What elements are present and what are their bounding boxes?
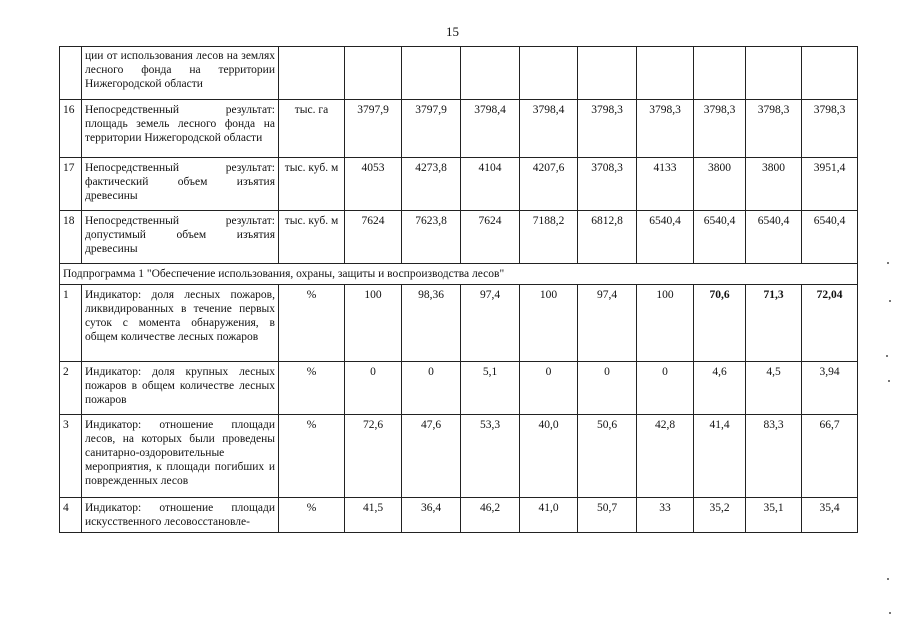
row-description: Индикатор: отношение площади лесов, на которых были проведены санитарно-оздоровительные мероприятия, к площади погибших и поврежденных лесов (82, 415, 279, 498)
value-cell: 97,4 (578, 285, 637, 362)
value-cell: 97,4 (461, 285, 520, 362)
value-cell: 0 (402, 362, 461, 415)
value-cell: 4207,6 (520, 158, 578, 211)
value-cell: 35,2 (694, 498, 746, 533)
table-row (60, 211, 858, 264)
row-unit: % (279, 415, 345, 498)
table-row (60, 415, 858, 498)
value-cell (402, 47, 461, 100)
value-cell: 46,2 (461, 498, 520, 533)
value-cell: 42,8 (637, 415, 694, 498)
value-cell: 72,04 (802, 285, 858, 362)
row-unit: % (279, 498, 345, 533)
value-cell: 3797,9 (345, 100, 402, 158)
row-number: 18 (60, 211, 82, 264)
value-cell: 83,3 (746, 415, 802, 498)
value-cell (345, 47, 402, 100)
value-cell (578, 47, 637, 100)
value-cell: 4104 (461, 158, 520, 211)
value-cell: 3798,4 (520, 100, 578, 158)
table-row (60, 100, 858, 158)
value-cell: 33 (637, 498, 694, 533)
table-row (60, 158, 858, 211)
value-cell: 6540,4 (637, 211, 694, 264)
value-cell (637, 47, 694, 100)
value-cell: 72,6 (345, 415, 402, 498)
value-cell: 66,7 (802, 415, 858, 498)
value-cell: 3800 (694, 158, 746, 211)
value-cell: 47,6 (402, 415, 461, 498)
value-cell: 100 (345, 285, 402, 362)
value-cell: 3800 (746, 158, 802, 211)
value-cell: 7188,2 (520, 211, 578, 264)
row-description: Непосредственный результат: площадь земель лесного фонда на территории Нижегородской области (82, 100, 279, 158)
value-cell: 6540,4 (802, 211, 858, 264)
value-cell: 41,0 (520, 498, 578, 533)
value-cell: 3708,3 (578, 158, 637, 211)
value-cell: 6540,4 (694, 211, 746, 264)
value-cell: 100 (637, 285, 694, 362)
value-cell: 100 (520, 285, 578, 362)
value-cell: 4273,8 (402, 158, 461, 211)
value-cell (461, 47, 520, 100)
page-number: 15 (446, 24, 459, 39)
value-cell: 7623,8 (402, 211, 461, 264)
value-cell: 3,94 (802, 362, 858, 415)
row-number: 16 (60, 100, 82, 158)
value-cell: 41,4 (694, 415, 746, 498)
scan-speck (888, 380, 890, 382)
value-cell: 3798,3 (746, 100, 802, 158)
value-cell: 35,1 (746, 498, 802, 533)
value-cell: 3798,4 (461, 100, 520, 158)
row-number: 4 (60, 498, 82, 533)
value-cell: 4133 (637, 158, 694, 211)
value-cell: 40,0 (520, 415, 578, 498)
value-cell: 0 (520, 362, 578, 415)
row-description: Непосредственный результат: фактический объем изъятия древесины (82, 158, 279, 211)
scan-speck (887, 262, 889, 264)
scan-speck (889, 300, 891, 302)
value-cell: 4053 (345, 158, 402, 211)
subprogram-heading: Подпрограмма 1 "Обеспечение использования, охраны, защиты и воспроизводства лесов" (60, 264, 858, 285)
row-unit: % (279, 362, 345, 415)
row-description: Индикатор: отношение площади искусственного лесовосстановле- (82, 498, 279, 533)
value-cell (694, 47, 746, 100)
value-cell: 6812,8 (578, 211, 637, 264)
value-cell: 36,4 (402, 498, 461, 533)
value-cell: 0 (637, 362, 694, 415)
table-row (60, 285, 858, 362)
value-cell: 71,3 (746, 285, 802, 362)
value-cell: 4,6 (694, 362, 746, 415)
table-row (60, 362, 858, 415)
value-cell (520, 47, 578, 100)
value-cell: 0 (345, 362, 402, 415)
value-cell: 50,6 (578, 415, 637, 498)
table-row (60, 47, 858, 100)
row-number: 3 (60, 415, 82, 498)
row-number: 1 (60, 285, 82, 362)
subprogram-row (60, 264, 858, 285)
table-row (60, 498, 858, 533)
scan-speck (886, 355, 888, 357)
row-unit (279, 47, 345, 100)
value-cell: 41,5 (345, 498, 402, 533)
value-cell: 35,4 (802, 498, 858, 533)
row-number (60, 47, 82, 100)
value-cell: 4,5 (746, 362, 802, 415)
row-description: Индикатор: доля крупных лесных пожаров в общем количестве лесных пожаров (82, 362, 279, 415)
value-cell: 7624 (345, 211, 402, 264)
value-cell (802, 47, 858, 100)
row-description: Индикатор: доля лесных пожаров, ликвидированных в течение первых суток с момента обнаружения, в общем количестве лесных пожаров (82, 285, 279, 362)
value-cell (746, 47, 802, 100)
row-description: ции от использования лесов на землях лесного фонда на территории Нижегородской области (82, 47, 279, 100)
row-unit: % (279, 285, 345, 362)
value-cell: 70,6 (694, 285, 746, 362)
value-cell: 3798,3 (694, 100, 746, 158)
value-cell: 0 (578, 362, 637, 415)
row-unit: тыс. куб. м (279, 158, 345, 211)
row-unit: тыс. га (279, 100, 345, 158)
value-cell: 3951,4 (802, 158, 858, 211)
value-cell: 7624 (461, 211, 520, 264)
value-cell: 3798,3 (802, 100, 858, 158)
scan-speck (887, 578, 889, 580)
row-number: 2 (60, 362, 82, 415)
value-cell: 98,36 (402, 285, 461, 362)
value-cell: 3798,3 (578, 100, 637, 158)
value-cell: 6540,4 (746, 211, 802, 264)
indicator-table (59, 46, 858, 533)
value-cell: 5,1 (461, 362, 520, 415)
value-cell: 3798,3 (637, 100, 694, 158)
value-cell: 50,7 (578, 498, 637, 533)
value-cell: 3797,9 (402, 100, 461, 158)
row-number: 17 (60, 158, 82, 211)
value-cell: 53,3 (461, 415, 520, 498)
scan-speck (889, 612, 891, 614)
row-description: Непосредственный результат: допустимый объем изъятия древесины (82, 211, 279, 264)
row-unit: тыс. куб. м (279, 211, 345, 264)
